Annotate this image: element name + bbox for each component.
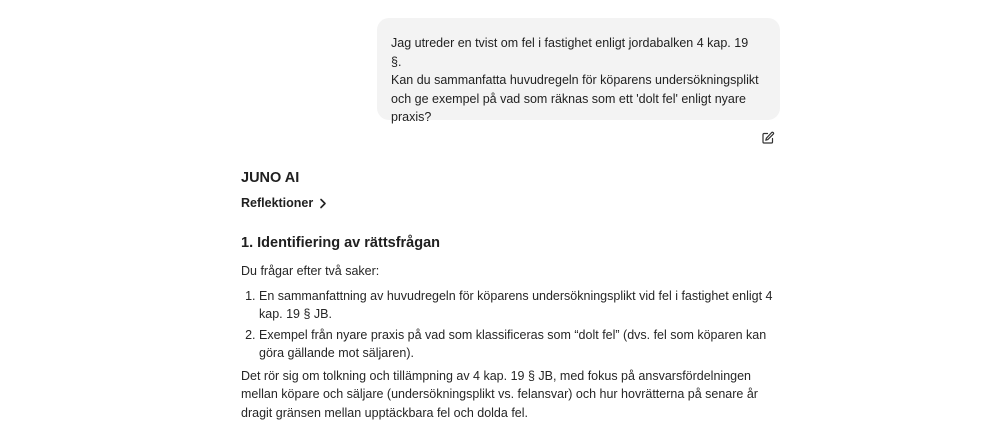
assistant-name: JUNO AI	[241, 170, 300, 186]
user-message-line: Kan du sammanfatta huvudregeln för köparens undersökningsplikt	[391, 73, 759, 87]
user-message-line: Jag utreder en tvist om fel i fastighet enligt jordabalken 4 kap. 19 §.	[391, 36, 749, 69]
user-message-line: och ge exempel på vad som räknas som ett 'dolt fel' enligt nyare	[391, 91, 746, 106]
intro-text: Du frågar efter två saker:	[241, 264, 380, 278]
assistant-response	[241, 168, 786, 422]
list-item: 1. En sammanfattning av huvudregeln för köparens undersökningsplikt vid fel i fastighet enligt 4 kap. 19 § JB.	[259, 287, 786, 324]
summary-text: Det rör sig om tolkning och tillämpning av 4 kap. 19 § JB, med fokus på ansvarsfördelningen mellan köpare och säljare (undersökningsplikt vs. felansvar) och hur hovrätterna på senare år dragit gränsen mellan upptäckbara fel och dolda fel.	[241, 368, 758, 420]
reflections-toggle[interactable]	[241, 194, 327, 212]
chevron-right-icon	[319, 198, 327, 209]
question-points-list	[241, 287, 786, 363]
reflections-label: Reflektioner	[241, 196, 314, 210]
edit-icon[interactable]	[761, 131, 775, 145]
list-item: 2. Exempel från nyare praxis på vad som klassificeras som “dolt fel” (dvs. fel som köparen kan göra gällande mot säljaren).	[259, 326, 786, 363]
section-title: 1. Identifiering av rättsfrågan	[241, 235, 441, 251]
user-message-line: praxis?	[391, 110, 432, 124]
user-message-bubble	[377, 18, 780, 124]
